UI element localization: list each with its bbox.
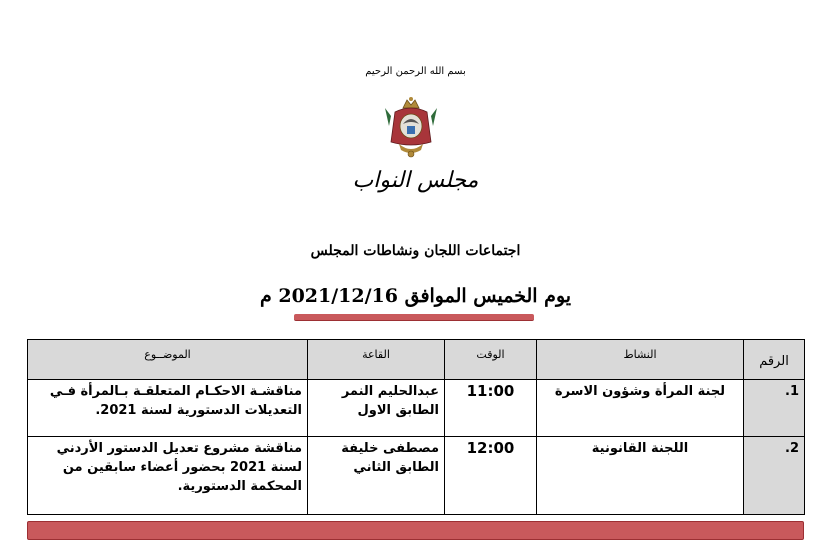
header-hall: القاعة bbox=[308, 340, 445, 380]
accent-underline bbox=[294, 314, 534, 321]
row-number: 1. bbox=[744, 380, 805, 437]
header-number: الرقم bbox=[744, 340, 805, 380]
table-row bbox=[28, 380, 805, 437]
row-activity: لجنة المرأة وشؤون الاسرة bbox=[537, 380, 744, 437]
row-hall: مصطفى خليفة الطابق الثاني bbox=[308, 437, 445, 515]
row-activity: اللجنة القانونية bbox=[537, 437, 744, 515]
schedule-table bbox=[27, 339, 805, 515]
row-time: 12:00 bbox=[445, 437, 537, 515]
page-heading: اجتماعات اللجان ونشاطات المجلس bbox=[310, 243, 521, 259]
header-time: الوقت bbox=[445, 340, 537, 380]
jordan-coat-of-arms-icon bbox=[381, 96, 441, 160]
row-number: 2. bbox=[744, 437, 805, 515]
table-header-row bbox=[28, 340, 805, 380]
basmala: بسم الله الرحمن الرحيم bbox=[365, 66, 466, 77]
row-topic: مناقشة مشروع تعديل الدستور الأردني لسنة 2021 بحضور أعضاء سابقين من المحكمة الدستورية. bbox=[28, 437, 308, 515]
date-line: يوم الخميس الموافق 2021/12/16 م bbox=[259, 285, 572, 307]
row-time: 11:00 bbox=[445, 380, 537, 437]
header-topic: الموضــوع bbox=[28, 340, 308, 380]
row-hall: عبدالحليم النمر الطابق الاول bbox=[308, 380, 445, 437]
header-activity: النشاط bbox=[537, 340, 744, 380]
parliament-name: مجلس النواب bbox=[352, 168, 479, 193]
row-topic: مناقشـة الاحكـام المتعلقـة بـالمرأة فـي التعديلات الدستورية لسنة 2021. bbox=[28, 380, 308, 437]
table-row bbox=[28, 437, 805, 515]
footer-accent-bar bbox=[27, 521, 804, 540]
